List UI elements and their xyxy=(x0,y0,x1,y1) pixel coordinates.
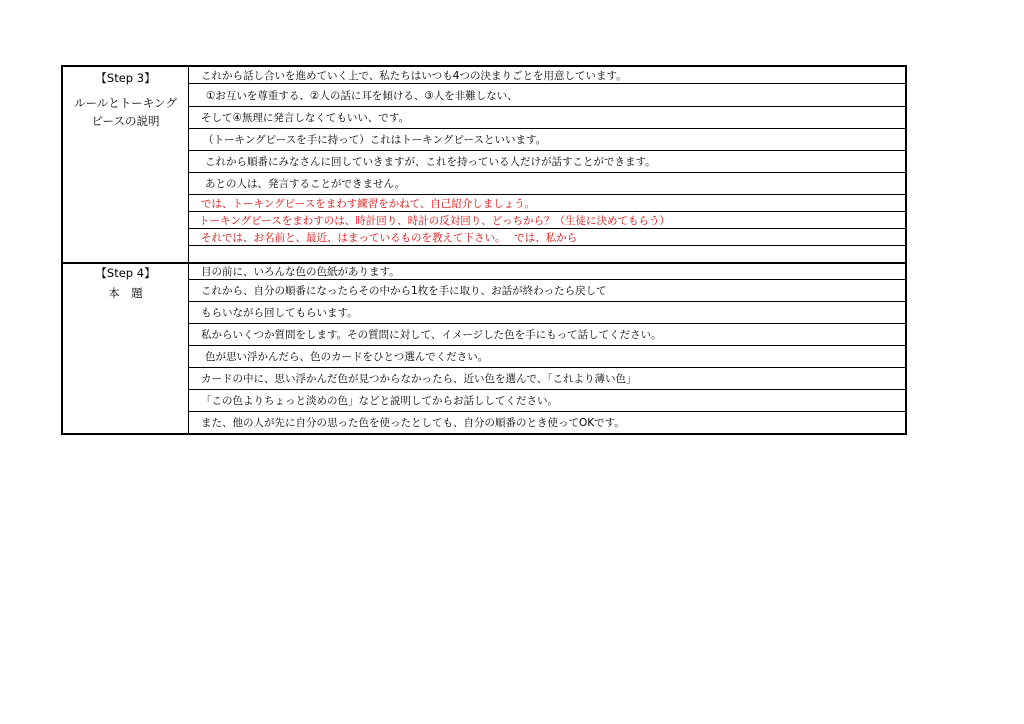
row-text: 色が思い浮かんだら、色のカードをひとつ選んでください。 xyxy=(205,351,489,363)
table-row xyxy=(189,83,905,106)
table-row xyxy=(189,345,905,367)
step3-label: 【Step 3】 xyxy=(95,71,156,85)
row-text: ①お互いを尊重する、②人の話に耳を傾ける、③人を非難しない、 xyxy=(206,89,518,102)
table-row xyxy=(189,245,905,262)
step3-title-line2: ピースの説明 xyxy=(91,114,160,128)
table-row xyxy=(189,106,905,128)
row-text: それでは、お名前と、最近、はまっているものを教えて下さい。 では、私から xyxy=(201,231,578,244)
table-row xyxy=(189,279,905,301)
row-text: これから話し合いを進めていく上で、私たちはいつも4つの決まりごとを用意しています。 xyxy=(201,69,627,82)
step3-title-line1: ルールとトーキング xyxy=(74,96,177,110)
step4-label: 【Step 4】 xyxy=(95,266,156,280)
table-row xyxy=(189,228,905,245)
row-text: 目の前に、いろんな色の色紙があります。 xyxy=(201,266,400,278)
table-row xyxy=(189,411,905,433)
row-text: また、他の人が先に自分の思った色を使ったとしても、自分の順番のとき使ってOKです。 xyxy=(201,417,625,429)
table-row xyxy=(189,301,905,323)
step3-header-cell xyxy=(63,67,189,262)
step4-rows xyxy=(189,264,905,433)
row-text: トーキングピースをまわすのは、時計回り、時計の反対回り、どっちから？（生徒に決めてもらう） xyxy=(199,214,671,227)
table-row xyxy=(189,194,905,211)
row-text: 私からいくつか質問をします。その質問に対して、イメージした色を手にもって話してください。 xyxy=(201,329,662,341)
row-text: 「この色よりちょっと淡めの色」などと説明してからお話ししてください。 xyxy=(201,395,558,407)
row-text: そして④無理に発言しなくてもいい、です。 xyxy=(201,112,410,124)
table-row xyxy=(189,211,905,228)
table-row xyxy=(189,323,905,345)
table-row xyxy=(189,67,905,83)
instruction-table xyxy=(61,65,907,435)
table-row xyxy=(189,172,905,194)
table-row xyxy=(189,150,905,172)
row-text: もらいながら回してもらいます。 xyxy=(201,307,358,319)
row-text: （トーキングピースを手に持って）これはトーキングピースといいます。 xyxy=(203,134,547,146)
row-text: では、トーキングピースをまわす練習をかねて、自己紹介しましょう。 xyxy=(201,197,536,210)
table-row xyxy=(189,367,905,389)
step3-section xyxy=(63,67,905,262)
row-text: あとの人は、発言することができません。 xyxy=(205,178,406,190)
table-row xyxy=(189,389,905,411)
step4-title: 本 題 xyxy=(108,286,143,300)
step4-section xyxy=(63,262,905,433)
row-text: カードの中に、思い浮かんだ色が見つからなかったら、近い色を選んで、「これより薄い色」 xyxy=(201,373,637,385)
row-text: これから、自分の順番になったらその中から1枚を手に取り、お話が終わったら戻して xyxy=(201,285,607,297)
table-row xyxy=(189,128,905,150)
row-text: これから順番にみなさんに回していきますが、これを持っている人だけが話すことができます。 xyxy=(205,156,656,168)
step4-header-cell xyxy=(63,264,189,433)
table-row xyxy=(189,264,905,279)
step3-rows xyxy=(189,67,905,262)
